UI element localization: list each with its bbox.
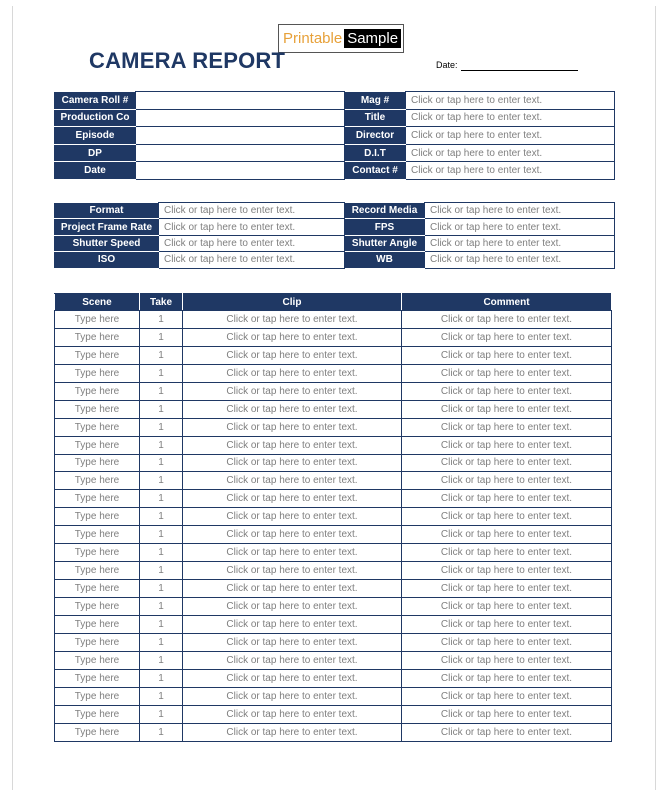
info-label: Director <box>345 127 406 145</box>
tech-value-field[interactable]: Click or tap here to enter text. <box>425 219 615 235</box>
take-field[interactable]: 1 <box>140 311 183 329</box>
scene-field[interactable]: Type here <box>55 580 140 598</box>
info-label: Date <box>55 162 136 180</box>
clip-field[interactable]: Click or tap here to enter text. <box>183 633 402 651</box>
scene-field[interactable]: Type here <box>55 346 140 364</box>
info-value-field[interactable] <box>136 144 345 162</box>
scene-field[interactable]: Type here <box>55 651 140 669</box>
scene-field[interactable]: Type here <box>55 526 140 544</box>
table-row <box>55 705 612 723</box>
tech-value-field[interactable]: Click or tap here to enter text. <box>159 203 345 219</box>
table-row <box>55 382 612 400</box>
comment-field[interactable]: Click or tap here to enter text. <box>402 436 612 454</box>
scene-field[interactable]: Type here <box>55 705 140 723</box>
clip-field[interactable]: Click or tap here to enter text. <box>183 705 402 723</box>
tech-label: Project Frame Rate <box>55 219 159 235</box>
table-row <box>55 562 612 580</box>
table-row <box>55 633 612 651</box>
comment-field[interactable]: Click or tap here to enter text. <box>402 580 612 598</box>
tech-value-field[interactable]: Click or tap here to enter text. <box>159 235 345 251</box>
take-field[interactable]: 1 <box>140 490 183 508</box>
comment-field[interactable]: Click or tap here to enter text. <box>402 328 612 346</box>
clip-field[interactable]: Click or tap here to enter text. <box>183 723 402 741</box>
date-label: Date: <box>436 60 458 70</box>
comment-field[interactable]: Click or tap here to enter text. <box>402 598 612 616</box>
take-field[interactable]: 1 <box>140 615 183 633</box>
comment-field[interactable]: Click or tap here to enter text. <box>402 400 612 418</box>
scene-field[interactable]: Type here <box>55 436 140 454</box>
comment-field[interactable]: Click or tap here to enter text. <box>402 615 612 633</box>
take-field[interactable]: 1 <box>140 454 183 472</box>
tech-label: Format <box>55 203 159 219</box>
comment-field[interactable]: Click or tap here to enter text. <box>402 508 612 526</box>
take-field[interactable]: 1 <box>140 364 183 382</box>
tech-value-field[interactable]: Click or tap here to enter text. <box>159 219 345 235</box>
clip-field[interactable]: Click or tap here to enter text. <box>183 562 402 580</box>
clip-field[interactable]: Click or tap here to enter text. <box>183 346 402 364</box>
take-field[interactable]: 1 <box>140 633 183 651</box>
table-row <box>55 723 612 741</box>
shot-log-table <box>54 293 612 742</box>
take-field[interactable]: 1 <box>140 651 183 669</box>
production-info-table <box>54 91 615 180</box>
scene-field[interactable]: Type here <box>55 454 140 472</box>
scene-field[interactable]: Type here <box>55 633 140 651</box>
take-field[interactable]: 1 <box>140 472 183 490</box>
take-field[interactable]: 1 <box>140 598 183 616</box>
clip-field[interactable]: Click or tap here to enter text. <box>183 687 402 705</box>
scene-field[interactable]: Type here <box>55 364 140 382</box>
tech-label: ISO <box>55 252 159 268</box>
take-field[interactable]: 1 <box>140 436 183 454</box>
take-field[interactable]: 1 <box>140 723 183 741</box>
tech-row <box>55 219 615 235</box>
clip-field[interactable]: Click or tap here to enter text. <box>183 436 402 454</box>
info-row <box>55 127 615 145</box>
clip-field[interactable]: Click or tap here to enter text. <box>183 580 402 598</box>
comment-field[interactable]: Click or tap here to enter text. <box>402 382 612 400</box>
info-value-field[interactable] <box>136 109 345 127</box>
table-row <box>55 364 612 382</box>
clip-field[interactable]: Click or tap here to enter text. <box>183 454 402 472</box>
table-row <box>55 615 612 633</box>
info-value-field[interactable]: Click or tap here to enter text. <box>406 144 615 162</box>
take-field[interactable]: 1 <box>140 526 183 544</box>
scene-field[interactable]: Type here <box>55 508 140 526</box>
clip-field[interactable]: Click or tap here to enter text. <box>183 418 402 436</box>
tech-label: FPS <box>345 219 425 235</box>
take-field[interactable]: 1 <box>140 580 183 598</box>
info-label: DP <box>55 144 136 162</box>
table-row <box>55 598 612 616</box>
comment-field[interactable]: Click or tap here to enter text. <box>402 651 612 669</box>
info-label: Camera Roll # <box>55 92 136 110</box>
clip-field[interactable]: Click or tap here to enter text. <box>183 472 402 490</box>
table-row <box>55 400 612 418</box>
comment-field[interactable]: Click or tap here to enter text. <box>402 526 612 544</box>
info-row <box>55 162 615 180</box>
clip-field[interactable]: Click or tap here to enter text. <box>183 364 402 382</box>
comment-field[interactable]: Click or tap here to enter text. <box>402 346 612 364</box>
table-row <box>55 454 612 472</box>
info-label: D.I.T <box>345 144 406 162</box>
tech-row <box>55 235 615 251</box>
clip-field[interactable]: Click or tap here to enter text. <box>183 598 402 616</box>
tech-value-field[interactable]: Click or tap here to enter text. <box>425 203 615 219</box>
tech-row <box>55 252 615 268</box>
table-row <box>55 418 612 436</box>
info-value-field[interactable]: Click or tap here to enter text. <box>406 127 615 145</box>
comment-field[interactable]: Click or tap here to enter text. <box>402 562 612 580</box>
tech-label: WB <box>345 252 425 268</box>
table-row <box>55 311 612 329</box>
comment-field[interactable]: Click or tap here to enter text. <box>402 633 612 651</box>
table-row <box>55 651 612 669</box>
scene-field[interactable]: Type here <box>55 382 140 400</box>
table-row <box>55 580 612 598</box>
take-field[interactable]: 1 <box>140 508 183 526</box>
scene-field[interactable]: Type here <box>55 490 140 508</box>
info-value-field[interactable] <box>136 127 345 145</box>
scene-field[interactable]: Type here <box>55 544 140 562</box>
clip-field[interactable]: Click or tap here to enter text. <box>183 615 402 633</box>
table-row <box>55 544 612 562</box>
clip-field[interactable]: Click or tap here to enter text. <box>183 669 402 687</box>
comment-field[interactable]: Click or tap here to enter text. <box>402 418 612 436</box>
tech-row <box>55 203 615 219</box>
take-field[interactable]: 1 <box>140 562 183 580</box>
tech-value-field[interactable]: Click or tap here to enter text. <box>159 252 345 268</box>
technical-info-table <box>54 202 615 269</box>
table-row <box>55 669 612 687</box>
clip-field[interactable]: Click or tap here to enter text. <box>183 526 402 544</box>
tech-label: Record Media <box>345 203 425 219</box>
scene-field[interactable]: Type here <box>55 615 140 633</box>
scene-field[interactable]: Type here <box>55 328 140 346</box>
scene-field[interactable]: Type here <box>55 723 140 741</box>
clip-field[interactable]: Click or tap here to enter text. <box>183 508 402 526</box>
take-field[interactable]: 1 <box>140 346 183 364</box>
scene-field[interactable]: Type here <box>55 562 140 580</box>
info-row <box>55 109 615 127</box>
clip-field[interactable]: Click or tap here to enter text. <box>183 490 402 508</box>
logo-text-sample: Sample <box>344 29 401 48</box>
table-row <box>55 436 612 454</box>
logo-text-printable: Printable <box>283 30 343 47</box>
table-row <box>55 687 612 705</box>
table-row <box>55 490 612 508</box>
date-field[interactable] <box>461 70 578 71</box>
tech-label: Shutter Angle <box>345 235 425 251</box>
column-header: Clip <box>183 294 402 311</box>
info-value-field[interactable]: Click or tap here to enter text. <box>406 162 615 180</box>
take-field[interactable]: 1 <box>140 544 183 562</box>
scene-field[interactable]: Type here <box>55 400 140 418</box>
info-label: Production Co <box>55 109 136 127</box>
table-row <box>55 526 612 544</box>
take-field[interactable]: 1 <box>140 328 183 346</box>
comment-field[interactable]: Click or tap here to enter text. <box>402 454 612 472</box>
comment-field[interactable]: Click or tap here to enter text. <box>402 490 612 508</box>
printable-sample-logo <box>278 24 404 53</box>
page-title: CAMERA REPORT <box>89 48 286 73</box>
comment-field[interactable]: Click or tap here to enter text. <box>402 364 612 382</box>
scene-field[interactable]: Type here <box>55 687 140 705</box>
scene-field[interactable]: Type here <box>55 472 140 490</box>
take-field[interactable]: 1 <box>140 400 183 418</box>
scene-field[interactable]: Type here <box>55 418 140 436</box>
comment-field[interactable]: Click or tap here to enter text. <box>402 723 612 741</box>
scene-field[interactable]: Type here <box>55 311 140 329</box>
info-row <box>55 92 615 110</box>
take-field[interactable]: 1 <box>140 669 183 687</box>
table-row <box>55 328 612 346</box>
clip-field[interactable]: Click or tap here to enter text. <box>183 544 402 562</box>
comment-field[interactable]: Click or tap here to enter text. <box>402 705 612 723</box>
scene-field[interactable]: Type here <box>55 598 140 616</box>
info-value-field[interactable]: Click or tap here to enter text. <box>406 109 615 127</box>
clip-field[interactable]: Click or tap here to enter text. <box>183 311 402 329</box>
comment-field[interactable]: Click or tap here to enter text. <box>402 687 612 705</box>
clip-field[interactable]: Click or tap here to enter text. <box>183 382 402 400</box>
info-label: Title <box>345 109 406 127</box>
table-row <box>55 508 612 526</box>
comment-field[interactable]: Click or tap here to enter text. <box>402 544 612 562</box>
column-header: Comment <box>402 294 612 311</box>
scene-field[interactable]: Type here <box>55 669 140 687</box>
info-row <box>55 144 615 162</box>
clip-field[interactable]: Click or tap here to enter text. <box>183 400 402 418</box>
info-label: Mag # <box>345 92 406 110</box>
clip-field[interactable]: Click or tap here to enter text. <box>183 328 402 346</box>
comment-field[interactable]: Click or tap here to enter text. <box>402 669 612 687</box>
table-row <box>55 346 612 364</box>
info-value-field[interactable] <box>136 162 345 180</box>
column-header: Take <box>140 294 183 311</box>
info-value-field[interactable]: Click or tap here to enter text. <box>406 92 615 110</box>
info-label: Contact # <box>345 162 406 180</box>
take-field[interactable]: 1 <box>140 687 183 705</box>
info-label: Episode <box>55 127 136 145</box>
tech-value-field[interactable]: Click or tap here to enter text. <box>425 252 615 268</box>
clip-field[interactable]: Click or tap here to enter text. <box>183 651 402 669</box>
info-value-field[interactable] <box>136 92 345 110</box>
tech-label: Shutter Speed <box>55 235 159 251</box>
take-field[interactable]: 1 <box>140 418 183 436</box>
comment-field[interactable]: Click or tap here to enter text. <box>402 311 612 329</box>
tech-value-field[interactable]: Click or tap here to enter text. <box>425 235 615 251</box>
column-header: Scene <box>55 294 140 311</box>
take-field[interactable]: 1 <box>140 382 183 400</box>
take-field[interactable]: 1 <box>140 705 183 723</box>
table-row <box>55 472 612 490</box>
comment-field[interactable]: Click or tap here to enter text. <box>402 472 612 490</box>
